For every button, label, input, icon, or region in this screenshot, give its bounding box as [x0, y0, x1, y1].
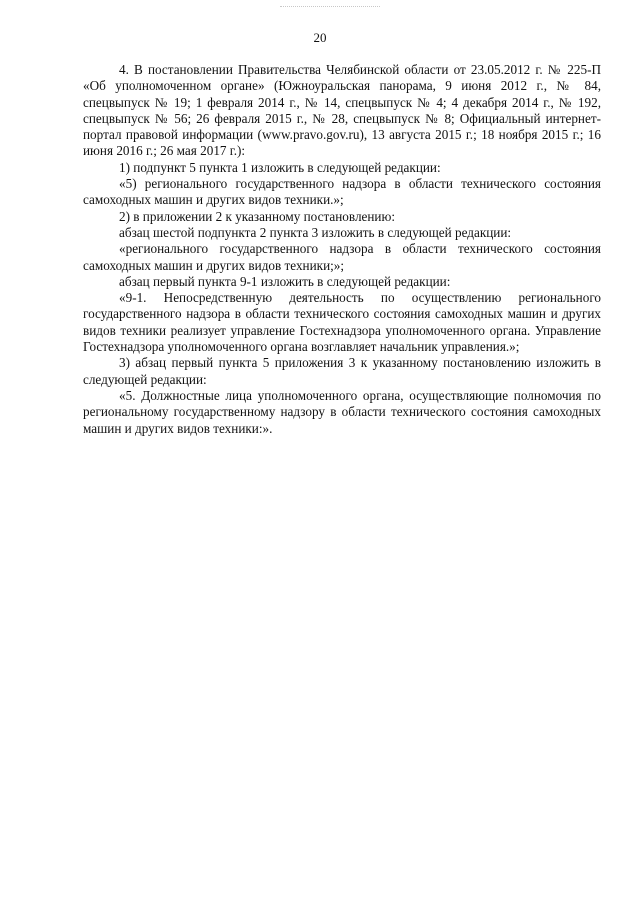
paragraph-quote-5: «5) регионального государственного надзора в области технического состояния самоходных машин и других видов техники.»;	[83, 176, 601, 208]
paragraph-subitem-1: 1) подпункт 5 пункта 1 изложить в следующей редакции:	[119, 159, 441, 175]
page-number: 20	[313, 30, 327, 45]
paragraph-subitem-3: 3) абзац первый пункта 5 приложения 3 к указанному постановлению изложить в следующей редакции:	[83, 355, 601, 387]
paragraph-item-4: 4. В постановлении Правительства Челябинской области от 23.05.2012 г. № 225-П «Об уполномоченном органе» (Южноуральская панорама, 9 июня 2012 г., № 84, спецвыпуск № 19; 1 февраля 2014 г., № 14, спецвыпуск № 4; 4 декабря 2014 г., № 192, спецвыпуск № 56; 26 февраля 2015 г., № 28, спецвыпуск № 8; Официальный интернет-портал правовой информации (www.pravo.gov.ru), 13 августа 2015 г.; 18 ноября 2015 г.; 16 июня 2016 г.; 26 мая 2017 г.):	[83, 62, 601, 159]
scan-artifact	[280, 6, 380, 9]
paragraph-abzac-9-1: абзац первый пункта 9-1 изложить в следующей редакции:	[119, 273, 451, 289]
paragraph-quote-9-1: «9-1. Непосредственную деятельность по осуществлению регионального государственного надзора в области технического состояния самоходных машин и других видов техники реализует управление Гостехнадзора уполномоченного органа. Управление Гостехнадзора уполномоченного органа возглавляет начальник управления.»;	[83, 290, 601, 355]
paragraph-quote-5-officials: «5. Должностные лица уполномоченного органа, осуществляющие полномочия по региональному государственному надзору в области технического состояния самоходных машин и других видов техники:».	[83, 387, 601, 436]
document-body	[83, 62, 601, 437]
paragraph-abzac-6: абзац шестой подпункта 2 пункта 3 изложить в следующей редакции:	[119, 224, 512, 240]
paragraph-quote-regional: «регионального государственного надзора в области технического состояния самоходных машин и других видов техники;»;	[83, 241, 601, 273]
paragraph-subitem-2: 2) в приложении 2 к указанному постановлению:	[119, 208, 396, 224]
